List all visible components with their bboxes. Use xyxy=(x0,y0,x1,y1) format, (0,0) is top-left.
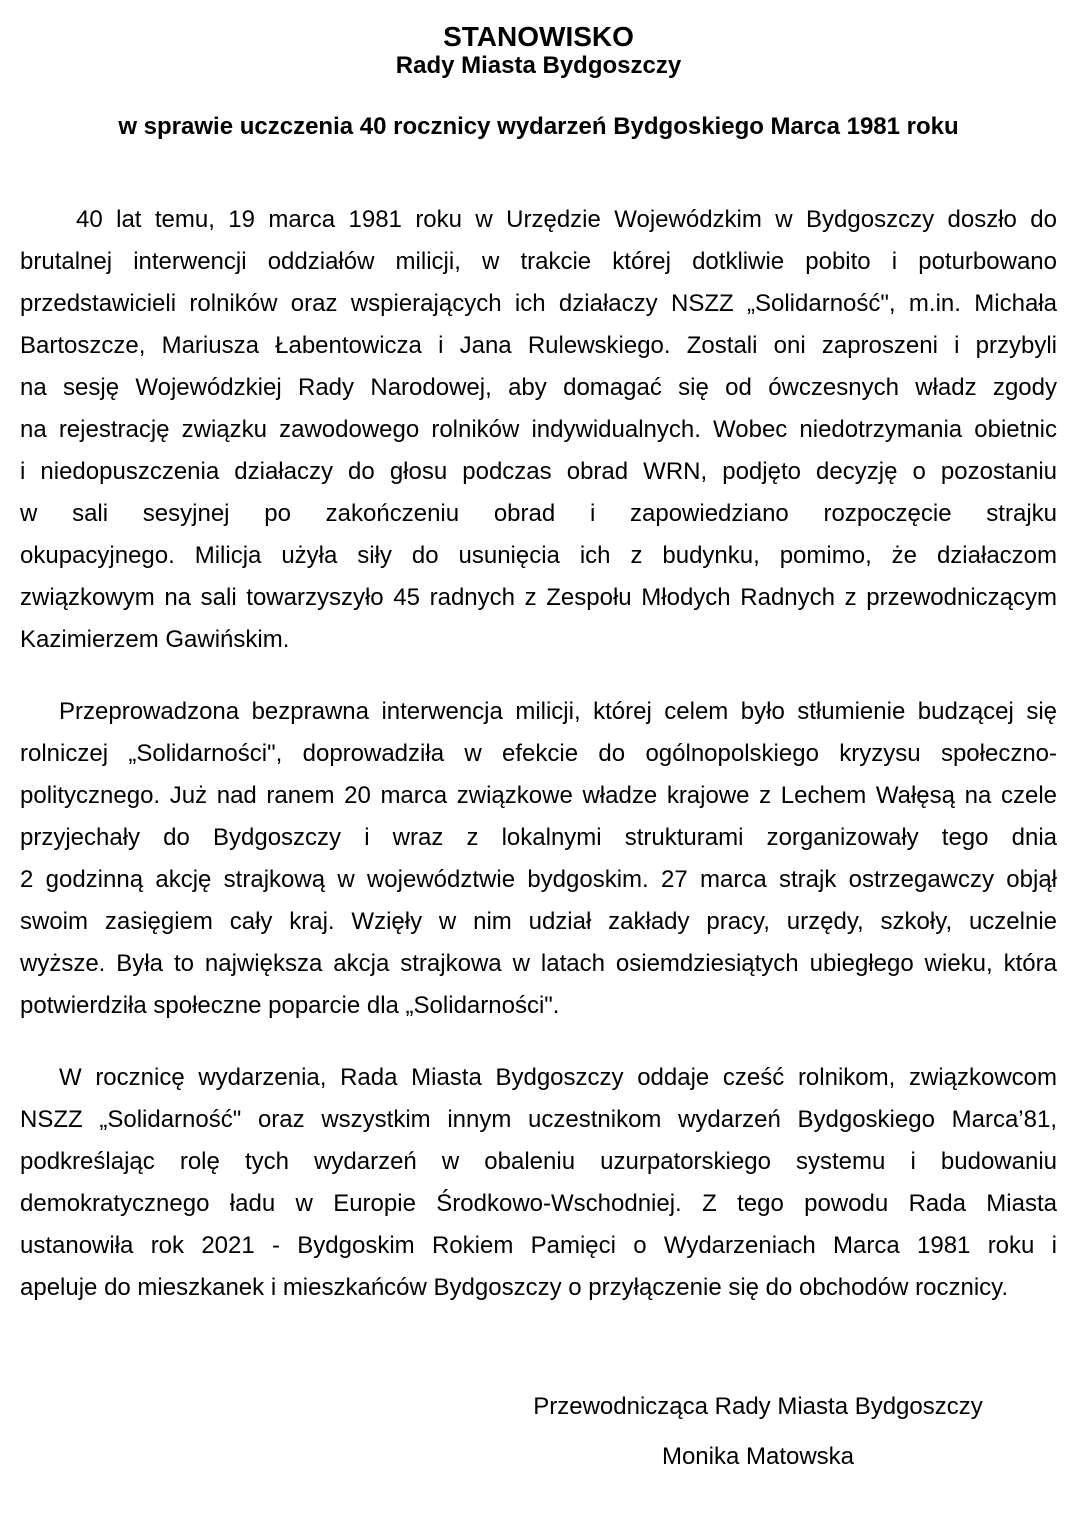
text-line: przedstawicieli rolników oraz wspierających ich działaczy NSZZ „Solidarność", m.in. Michała xyxy=(20,290,1057,317)
text-line: swoim zasięgiem cały kraj. Wzięły w nim udział zakłady pracy, urzędy, szkoły, uczelnie xyxy=(20,908,1057,935)
signature-role: Przewodnicząca Rady Miasta Bydgoszczy xyxy=(533,1393,983,1420)
text-line: Przeprowadzona bezprawna interwencja milicji, której celem było stłumienie budzącej się xyxy=(59,698,1057,725)
text-line: na rejestrację związku zawodowego rolników indywidualnych. Wobec niedotrzymania obietnic xyxy=(20,416,1057,443)
text-line: i niedopuszczenia działaczy do głosu podczas obrad WRN, podjęto decyzję o pozostaniu xyxy=(20,458,1057,485)
text-line: W rocznicę wydarzenia, Rada Miasta Bydgoszczy oddaje cześć rolnikom, związkowcom xyxy=(59,1064,1057,1091)
text-line: 2 godzinną akcję strajkową w województwie bydgoskim. 27 marca strajk ostrzegawczy objął xyxy=(20,866,1057,893)
paragraph xyxy=(20,199,1057,661)
text-line: w sali sesyjnej po zakończeniu obrad i zapowiedziano rozpoczęcie strajku xyxy=(20,500,1057,527)
document-subtitle: Rady Miasta Bydgoszczy xyxy=(395,52,682,79)
text-line: okupacyjnego. Milicja użyła siły do usunięcia ich z budynku, pomimo, że działaczom xyxy=(20,542,1057,569)
text-line: ustanowiła rok 2021 - Bydgoskim Rokiem Pamięci o Wydarzeniach Marca 1981 roku i xyxy=(20,1232,1057,1259)
text-line: brutalnej interwencji oddziałów milicji, w trakcie której dotkliwie pobito i poturbowano xyxy=(20,248,1057,275)
text-line: apeluje do mieszkanek i mieszkańców Bydgoszczy o przyłączenie się do obchodów rocznicy. xyxy=(20,1274,1009,1301)
signature-block xyxy=(528,1393,988,1471)
text-line: przyjechały do Bydgoszczy i wraz z lokalnymi strukturami zorganizowały tego dnia xyxy=(20,824,1057,851)
text-line: 40 lat temu, 19 marca 1981 roku w Urzędzie Wojewódzkim w Bydgoszczy doszło do xyxy=(76,206,1057,233)
text-line: podkreślając rolę tych wydarzeń w obaleniu uzurpatorskiego systemu i budowaniu xyxy=(20,1148,1057,1175)
document-title: STANOWISKO xyxy=(443,21,634,52)
text-line: na sesję Wojewódzkiej Rady Narodowej, aby domagać się od ówczesnych władz zgody xyxy=(20,374,1057,401)
text-line: potwierdziła społeczne poparcie dla „Solidarności". xyxy=(20,992,560,1019)
text-line: demokratycznego ładu w Europie Środkowo-Wschodniej. Z tego powodu Rada Miasta xyxy=(20,1190,1057,1217)
text-line: politycznego. Już nad ranem 20 marca związkowe władze krajowe z Lechem Wałęsą na czele xyxy=(20,782,1057,809)
document-subject: w sprawie uczczenia 40 rocznicy wydarzeń Bydgoskiego Marca 1981 roku xyxy=(118,113,959,140)
text-line: Bartoszcze, Mariusza Łabentowicza i Jana Rulewskiego. Zostali oni zaproszeni i przybyli xyxy=(20,332,1057,359)
text-line: wyższe. Była to największa akcja strajkowa w latach osiemdziesiątych ubiegłego wieku, która xyxy=(20,950,1057,977)
signature-name: Monika Matowska xyxy=(661,1443,855,1470)
text-line: NSZZ „Solidarność" oraz wszystkim innym uczestnikom wydarzeń Bydgoskiego Marca’81, xyxy=(20,1106,1057,1133)
text-line: Kazimierzem Gawińskim. xyxy=(20,626,290,653)
document-body xyxy=(20,199,1057,1309)
paragraph xyxy=(20,691,1057,1027)
text-line: rolniczej „Solidarności", doprowadziła w efekcie do ogólnopolskiego kryzysu społeczno- xyxy=(20,740,1057,767)
paragraph xyxy=(20,1057,1057,1309)
text-line: związkowym na sali towarzyszyło 45 radnych z Zespołu Młodych Radnych z przewodniczącym xyxy=(20,584,1057,611)
